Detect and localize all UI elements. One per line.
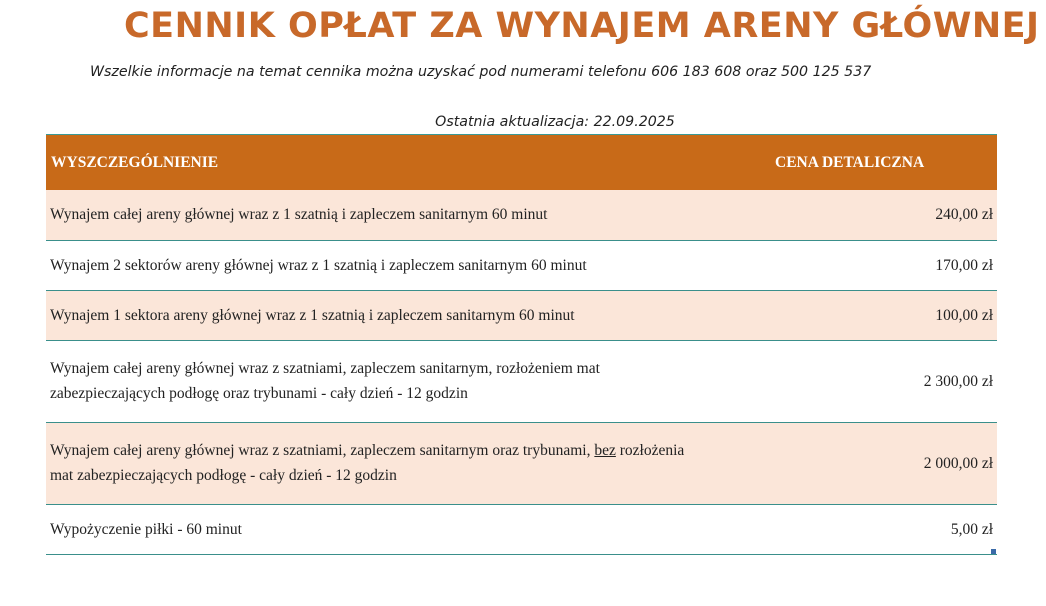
row-price: 170,00 zł — [725, 240, 997, 290]
row-price: 2 000,00 zł — [725, 422, 997, 504]
row-price: 240,00 zł — [725, 190, 997, 240]
row-description-part: rozłożenia mat zabezpieczających podłogę - cały dzień - 12 godzin — [50, 442, 685, 484]
table-row — [46, 190, 997, 240]
underlined-word: bez — [594, 442, 616, 459]
row-description: Wynajem 1 sektora areny głównej wraz z 1 szatnią i zapleczem sanitarnym 60 minut — [46, 290, 725, 340]
row-description: Wynajem całej areny głównej wraz z szatniami, zapleczem sanitarnym, rozłożeniem mat zabezpieczających podłogę oraz trybunami - cały dzień - 12 godzin — [46, 340, 725, 422]
table-header-row — [46, 135, 997, 191]
contact-info: Wszelkie informacje na temat cennika można uzyskać pod numerami telefonu 606 183 608 oraz 500 125 537 — [90, 64, 872, 80]
column-header-price: CENA DETALICZNA — [725, 135, 997, 191]
table-row — [46, 290, 997, 340]
row-price: 2 300,00 zł — [725, 340, 997, 422]
page-title: CENNIK OPŁAT ZA WYNAJEM ARENY GŁÓWNEJ — [124, 6, 1040, 46]
table-row — [46, 504, 997, 554]
row-price: 5,00 zł — [725, 504, 997, 554]
row-description: Wynajem 2 sektorów areny głównej wraz z 1 szatnią i zapleczem sanitarnym 60 minut — [46, 240, 725, 290]
row-price: 100,00 zł — [725, 290, 997, 340]
table-row — [46, 340, 997, 422]
selection-handle[interactable] — [991, 549, 996, 554]
last-update-date: Ostatnia aktualizacja: 22.09.2025 — [435, 114, 675, 130]
row-description — [46, 422, 725, 504]
row-description: Wynajem całej areny głównej wraz z 1 szatnią i zapleczem sanitarnym 60 minut — [46, 190, 725, 240]
column-header-description: WYSZCZEGÓLNIENIE — [46, 135, 725, 191]
table-row — [46, 422, 997, 504]
table-row — [46, 240, 997, 290]
row-description: Wypożyczenie piłki - 60 minut — [46, 504, 725, 554]
price-table — [46, 134, 997, 555]
row-description-part: Wynajem całej areny głównej wraz z szatniami, zapleczem sanitarnym oraz trybunami, — [50, 442, 595, 459]
